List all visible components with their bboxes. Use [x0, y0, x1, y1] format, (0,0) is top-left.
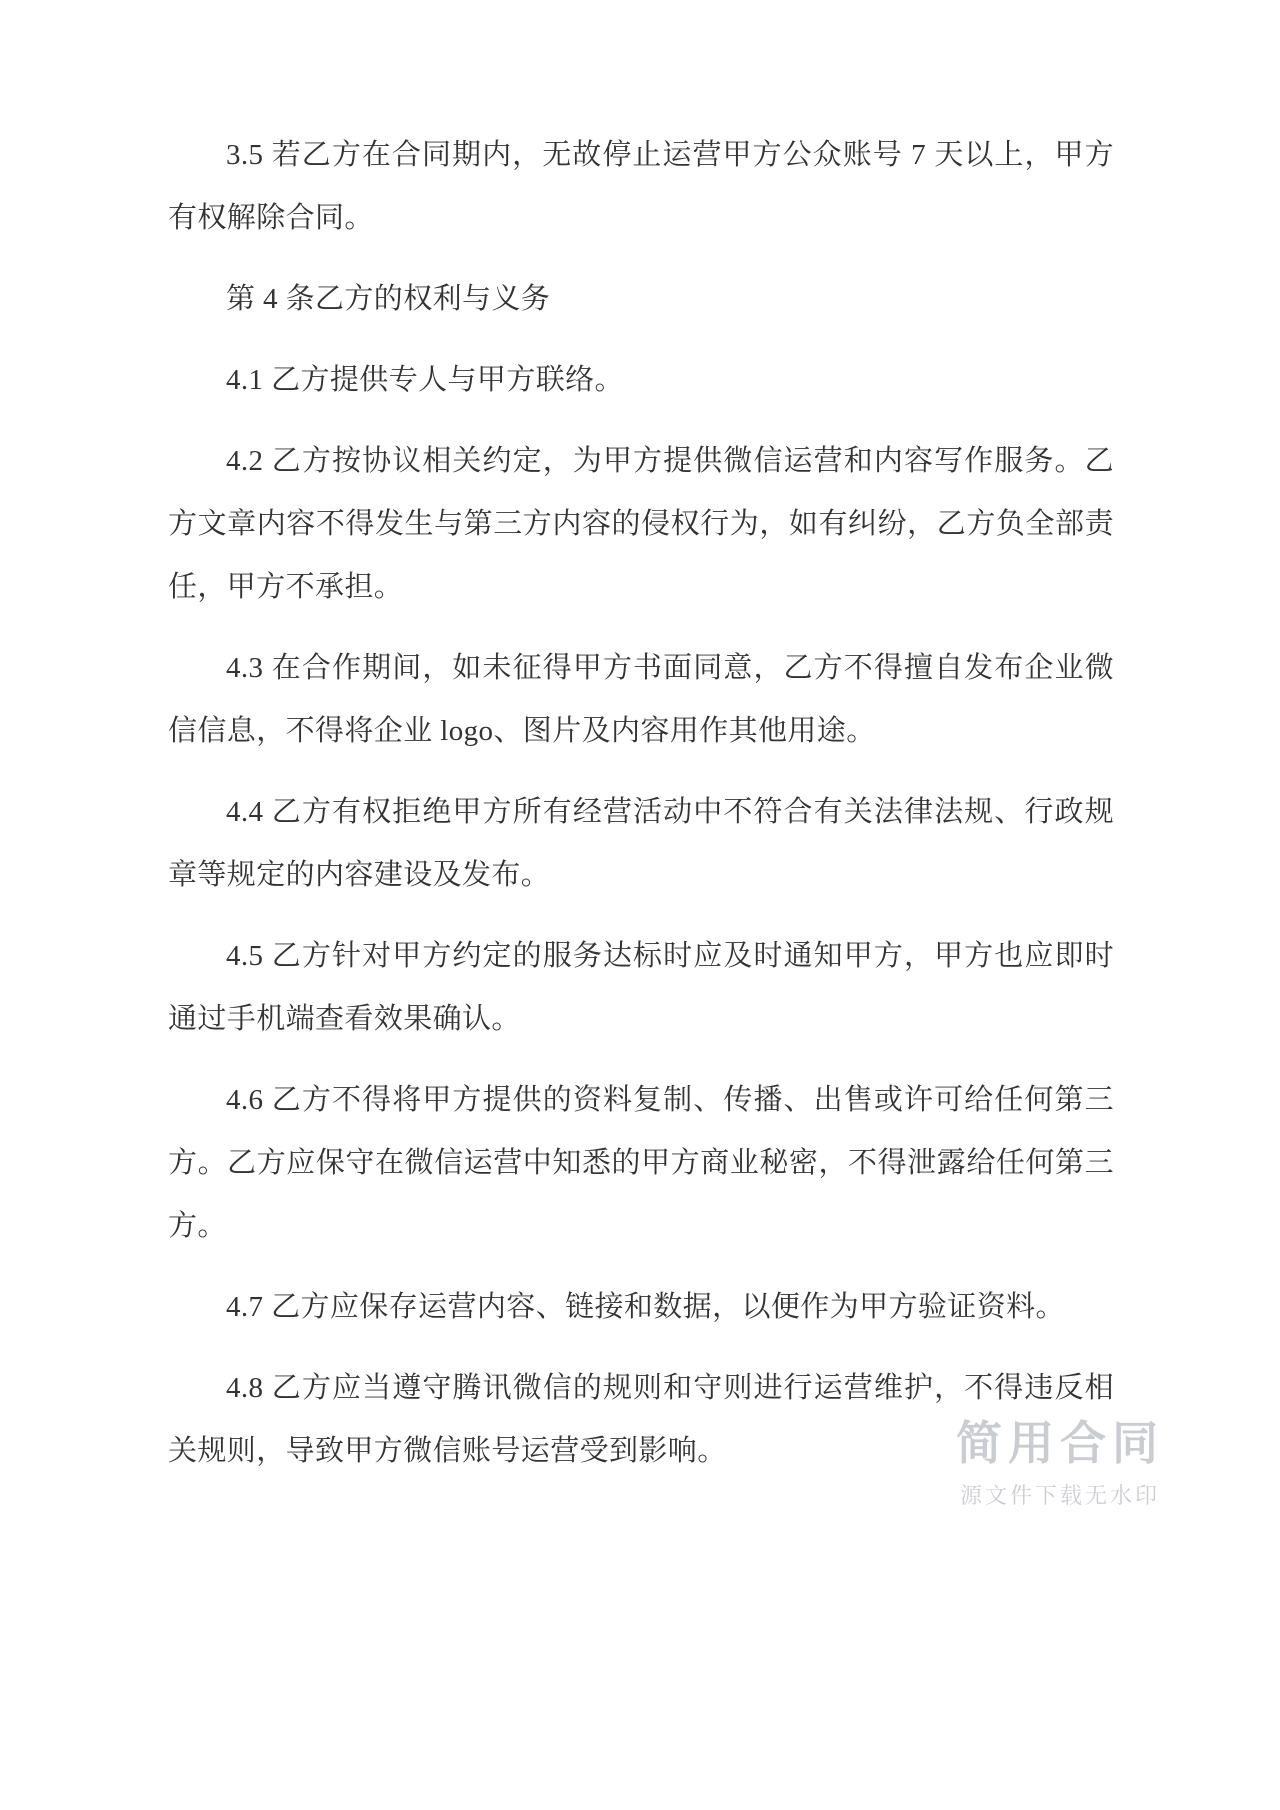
paragraph-4-5: 4.5 乙方针对甲方约定的服务达标时应及时通知甲方，甲方也应即时通过手机端查看效果确认。	[168, 940, 1114, 1035]
watermark-subtitle: 源文件下载无水印	[959, 1483, 1160, 1508]
paragraph-4-2: 4.2 乙方按协议相关约定，为甲方提供微信运营和内容写作服务。乙方文章内容不得发生与第三方内容的侵权行为，如有纠纷，乙方负全部责任，甲方不承担。	[168, 445, 1114, 603]
document-body	[168, 124, 1114, 1483]
paragraph-4-4: 4.4 乙方有权拒绝甲方所有经营活动中不符合有关法律法规、行政规章等规定的内容建设及发布。	[168, 796, 1114, 891]
paragraph-4-7: 4.7 乙方应保存运营内容、链接和数据，以便作为甲方验证资料。	[226, 1291, 1065, 1323]
section-heading-article-4: 第 4 条乙方的权利与义务	[226, 283, 551, 315]
paragraph-4-6: 4.6 乙方不得将甲方提供的资料复制、传播、出售或许可给任何第三方。乙方应保守在微信运营中知悉的甲方商业秘密，不得泄露给任何第三方。	[168, 1084, 1114, 1242]
paragraph-3-5: 3.5 若乙方在合同期内，无故停止运营甲方公众账号 7 天以上，甲方有权解除合同。	[168, 139, 1114, 234]
paragraph-4-8: 4.8 乙方应当遵守腾讯微信的规则和守则进行运营维护，不得违反相关规则，导致甲方微信账号运营受到影响。	[168, 1372, 1114, 1467]
watermark-brand: 简用合同	[956, 1417, 1164, 1470]
watermark	[900, 1418, 1220, 1510]
paragraph-4-1: 4.1 乙方提供专人与甲方联络。	[226, 364, 624, 396]
paragraph-4-3: 4.3 在合作期间，如未征得甲方书面同意，乙方不得擅自发布企业微信信息，不得将企业 logo、图片及内容用作其他用途。	[168, 652, 1114, 747]
